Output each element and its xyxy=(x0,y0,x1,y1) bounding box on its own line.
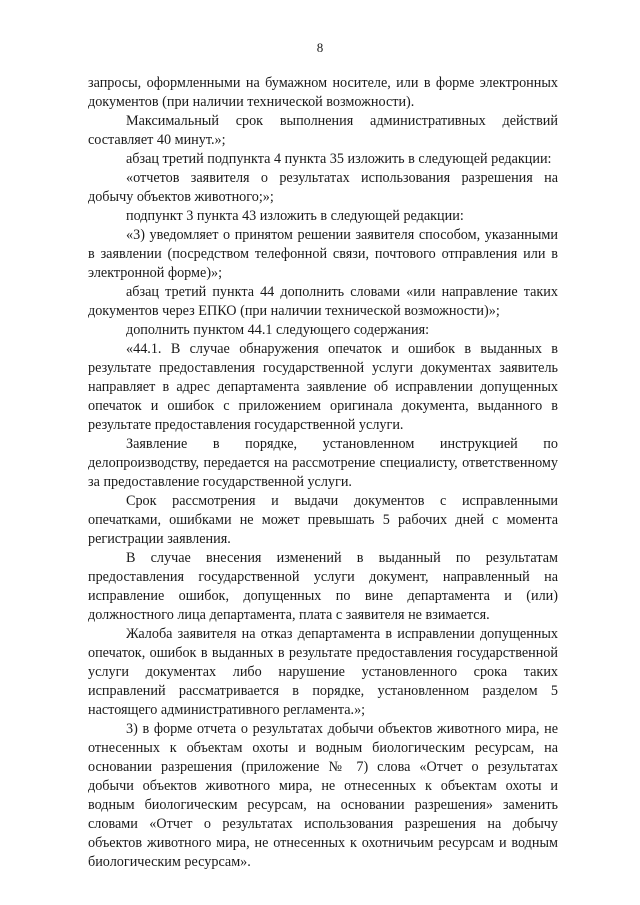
paragraph: «отчетов заявителя о результатах использования разрешения на добычу объектов животного;»; xyxy=(88,170,558,205)
paragraph: «44.1. В случае обнаружения опечаток и ошибок в выданных в результате предоставления государственной услуги документах заявитель направляет в адрес департамента заявление об исправлении допущенных опечаток и ошибок с приложением оригинала документа, выданного в результате предоставления государственной услуги. xyxy=(88,341,558,433)
paragraph: абзац третий подпункта 4 пункта 35 изложить в следующей редакции: xyxy=(126,151,552,167)
paragraph: Максимальный срок выполнения административных действий составляет 40 минут.»; xyxy=(88,113,558,148)
page-number: 8 xyxy=(316,40,324,55)
paragraph: дополнить пунктом 44.1 следующего содержания: xyxy=(126,322,430,338)
paragraph: В случае внесения изменений в выданный по результатам предоставления государственной услуги документ, направленный на исправление ошибок, допущенных по вине департамента и (или) должностного лица департамента, плата с заявителя не взимается. xyxy=(88,550,558,623)
paragraph: 3) в форме отчета о результатах добычи объектов животного мира, не отнесенных к объектам охоты и водным биологическим ресурсам, на основании разрешения (приложение № 7) слова «Отчет о результатах добычи объектов животного мира, не отнесенных к объектам охоты и водным биологическим ресурсам, на основании разрешения» заменить словами «Отчет о результатах использования разрешения на добычу объектов животного мира, не отнесенных к охотничьим ресурсам и водным биологическим ресурсам». xyxy=(88,721,558,870)
document-body xyxy=(88,74,558,872)
paragraph: подпункт 3 пункта 43 изложить в следующей редакции: xyxy=(126,208,464,224)
paragraph: запросы, оформленными на бумажном носителе, или в форме электронных документов (при наличии технической возможности). xyxy=(88,75,558,110)
paragraph: Жалоба заявителя на отказ департамента в исправлении допущенных опечаток, ошибок в выданных в результате предоставления государственной услуги документах либо нарушение установленного срока таких исправлений рассматривается в порядке, установленном разделом 5 настоящего административного регламента.»; xyxy=(88,626,558,718)
paragraph: Срок рассмотрения и выдачи документов с исправленными опечатками, ошибками не может превышать 5 рабочих дней с момента регистрации заявления. xyxy=(88,493,558,547)
paragraph: Заявление в порядке, установленном инструкцией по делопроизводству, передается на рассмотрение специалисту, ответственному за предоставление государственной услуги. xyxy=(88,436,558,490)
paragraph: «3) уведомляет о принятом решении заявителя способом, указанными в заявлении (посредством телефонной связи, почтового отправления или в электронной форме)»; xyxy=(88,227,558,281)
paragraph: абзац третий пункта 44 дополнить словами «или направление таких документов через ЕПКО (при наличии технической возможности)»; xyxy=(88,284,558,319)
